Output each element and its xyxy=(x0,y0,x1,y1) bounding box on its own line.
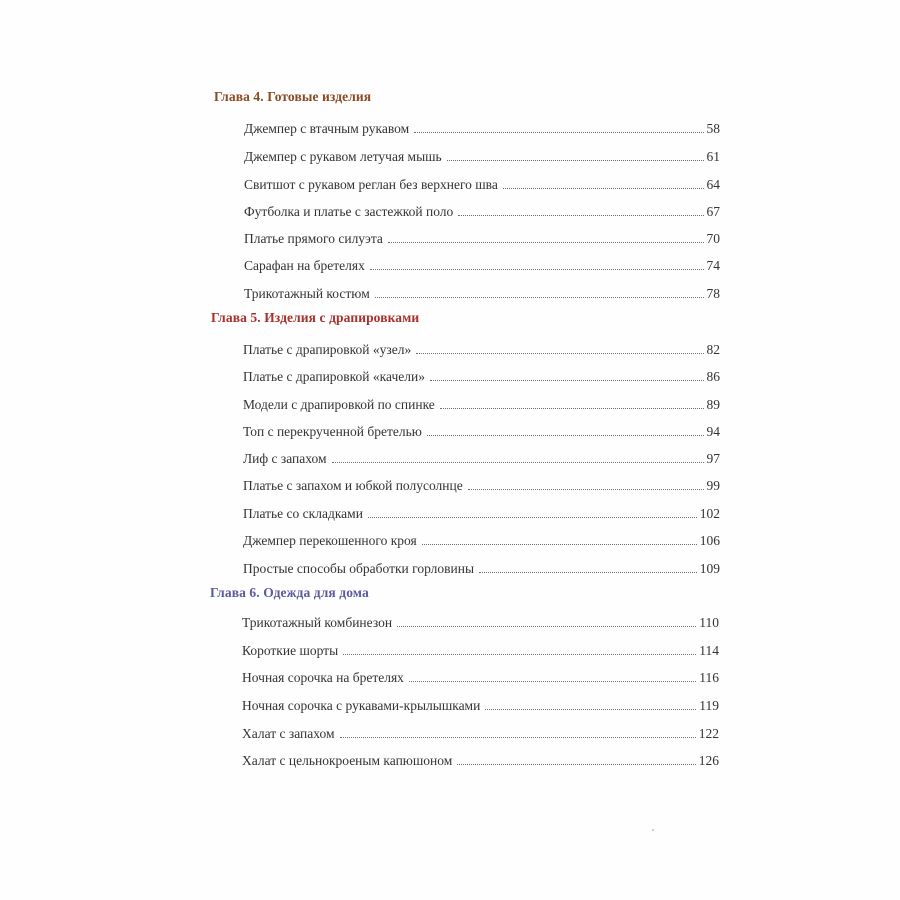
toc-entry-title: Сарафан на бретелях xyxy=(244,258,365,273)
dot-leader xyxy=(447,160,704,161)
toc-page-number: 122 xyxy=(698,726,719,741)
toc-page-number: 67 xyxy=(706,204,720,219)
dot-leader xyxy=(375,297,704,298)
toc-entry-title: Платье с драпировкой «качели» xyxy=(243,369,425,384)
toc-entry-title: Футболка и платье с застежкой поло xyxy=(244,204,454,219)
toc-entry-title: Простые способы обработки горловины xyxy=(243,561,475,576)
dot-leader xyxy=(468,489,704,490)
toc-entry-title: Джемпер перекошенного кроя xyxy=(243,533,417,548)
toc-page-number: 61 xyxy=(706,149,720,164)
dot-leader xyxy=(503,188,704,189)
toc-page-number: 74 xyxy=(706,258,720,273)
toc-entry xyxy=(242,726,719,742)
dot-leader xyxy=(422,544,697,545)
dot-leader xyxy=(458,215,703,216)
toc-page-number: 114 xyxy=(699,643,719,658)
toc-entry xyxy=(244,204,720,220)
toc-page-number: 119 xyxy=(699,698,719,713)
dot-leader xyxy=(340,737,696,738)
toc-entry xyxy=(244,231,720,247)
dot-leader xyxy=(388,242,704,243)
toc-entry xyxy=(243,506,720,522)
toc-entry xyxy=(243,533,720,549)
toc-page-number: 110 xyxy=(699,615,719,630)
paper-speck xyxy=(652,829,654,831)
toc-entry xyxy=(243,342,720,358)
toc-entry xyxy=(244,286,720,302)
toc-entry xyxy=(243,397,720,413)
toc-entry xyxy=(242,698,719,714)
toc-entry xyxy=(244,177,720,193)
chapter-heading: Глава 4. Готовые изделия xyxy=(214,89,372,104)
dot-leader xyxy=(430,380,704,381)
dot-leader xyxy=(370,269,704,270)
toc-entry-title: Трикотажный комбинезон xyxy=(242,615,393,630)
toc-entry-title: Ночная сорочка на бретелях xyxy=(242,670,404,685)
toc-entry xyxy=(243,478,720,494)
toc-entry-title: Халат с запахом xyxy=(242,726,335,741)
dot-leader xyxy=(409,681,696,682)
toc-entry-title: Джемпер с рукавом летучая мышь xyxy=(244,149,442,164)
toc-entry xyxy=(244,149,720,165)
toc-entry-title: Платье со складками xyxy=(243,506,363,521)
dot-leader xyxy=(368,517,697,518)
toc-entry-title: Платье с запахом и юбкой полусолнце xyxy=(243,478,463,493)
dot-leader xyxy=(457,764,695,765)
dot-leader xyxy=(479,572,697,573)
toc-page-number: 78 xyxy=(706,286,720,301)
toc-entry-title: Топ с перекрученной бретелью xyxy=(243,424,422,439)
toc-page-number: 86 xyxy=(706,369,720,384)
toc-entry-title: Платье прямого силуэта xyxy=(244,231,383,246)
dot-leader xyxy=(332,462,704,463)
chapter-heading: Глава 6. Одежда для дома xyxy=(210,585,369,600)
toc-entry xyxy=(243,561,720,577)
toc-entry xyxy=(243,369,720,385)
toc-page-number: 64 xyxy=(706,177,720,192)
dot-leader xyxy=(343,654,696,655)
toc-entry xyxy=(242,643,719,659)
chapter-heading: Глава 5. Изделия с драпировками xyxy=(211,310,420,325)
toc-page-number: 58 xyxy=(706,121,720,136)
toc-entry-title: Халат с цельнокроеным капюшоном xyxy=(242,753,453,768)
dot-leader xyxy=(416,353,703,354)
dot-leader xyxy=(397,626,696,627)
toc-entry-title: Свитшот с рукавом реглан без верхнего шва xyxy=(244,177,498,192)
toc-page-number: 116 xyxy=(699,670,719,685)
toc-entry-title: Платье с драпировкой «узел» xyxy=(243,342,412,357)
toc-page-number: 97 xyxy=(706,451,720,466)
toc-page-number: 126 xyxy=(698,753,719,768)
toc-page-number: 94 xyxy=(706,424,720,439)
dot-leader xyxy=(440,408,704,409)
toc-page-number: 102 xyxy=(699,506,720,521)
dot-leader xyxy=(427,435,704,436)
toc-entry xyxy=(244,258,720,274)
toc-entry xyxy=(242,753,719,769)
dot-leader xyxy=(485,709,696,710)
toc-entry-title: Короткие шорты xyxy=(242,643,339,658)
toc-entry-title: Лиф с запахом xyxy=(243,451,327,466)
toc-entry xyxy=(242,670,719,686)
toc-entry-title: Трикотажный костюм xyxy=(244,286,370,301)
dot-leader xyxy=(414,132,703,133)
toc-page-number: 109 xyxy=(699,561,720,576)
toc-entry xyxy=(243,451,720,467)
toc-entry xyxy=(243,424,720,440)
toc-entry xyxy=(244,121,720,137)
toc-entry-title: Ночная сорочка с рукавами-крылышками xyxy=(242,698,481,713)
toc-page-number: 106 xyxy=(699,533,720,548)
toc-entry-title: Модели с драпировкой по спинке xyxy=(243,397,435,412)
toc-entry-title: Джемпер с втачным рукавом xyxy=(244,121,410,136)
toc-page-number: 82 xyxy=(706,342,720,357)
toc-page-number: 70 xyxy=(706,231,720,246)
toc-page-number: 89 xyxy=(706,397,720,412)
toc-entry xyxy=(242,615,719,631)
toc-page-number: 99 xyxy=(706,478,720,493)
